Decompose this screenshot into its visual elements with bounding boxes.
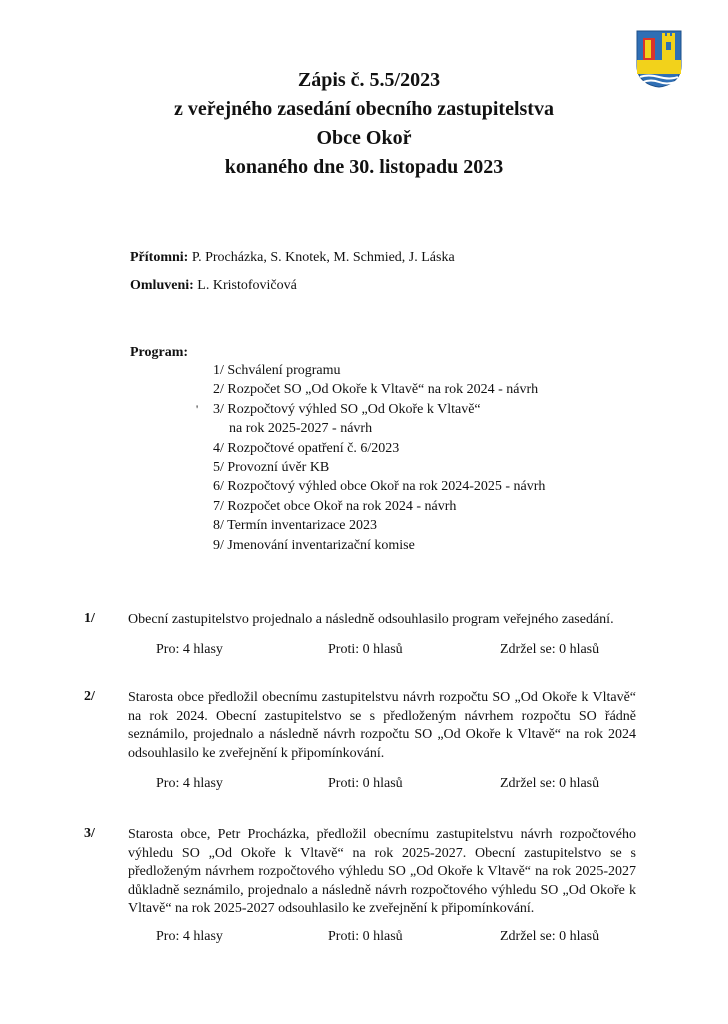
vote-pro: Pro: 4 hlasy: [156, 776, 223, 791]
program-item: 1/ Schválení programu: [213, 363, 341, 378]
program-item: 6/ Rozpočtový výhled obce Okoř na rok 2024-2025 - návrh: [213, 479, 546, 495]
program-item: 4/ Rozpočtové opatření č. 6/2023: [213, 440, 400, 456]
section-number: 1/: [84, 611, 95, 626]
title-line-4: konaného dne 30. listopadu 2023: [224, 156, 504, 178]
program-item: 2/ Rozpočet SO „Od Okoře k Vltavě“ na rok 2024 - návrh: [213, 382, 539, 398]
program-item: 3/ Rozpočtový výhled SO „Od Okoře k Vltavě“: [213, 401, 481, 417]
vote-pro: Pro: 4 hlasy: [156, 642, 223, 657]
program-item: 7/ Rozpočet obce Okoř na rok 2024 - návrh: [213, 498, 457, 514]
vote-pro: Pro: 4 hlasy: [156, 929, 223, 944]
vote-zdrzel: Zdržel se: 0 hlasů: [500, 929, 600, 944]
present-value: P. Procházka, S. Knotek, M. Schmied, J. Láska: [191, 250, 455, 265]
program-item: 9/ Jmenování inventarizační komise: [213, 537, 415, 553]
section-text: Starosta obce, Petr Procházka, předložil obecnímu zastupitelstvu návrh rozpočtového výhledu SO „Od Okoře k Vltavě“ na rok 2025-2027. Obecní zastupitelstvo se s předloženým návrhem rozpočtového výhledu SO „Od Okoře k Vltavě“ na rok 2025-2027 důkladně seznámilo, projednalo a následně návrh rozpočtového výhledu SO „Od Okoře k Vltavě“ na rok 2025-2027 odsouhlasilo ke zveřejnění k připomínkování.: [128, 827, 636, 917]
section-number: 2/: [84, 689, 95, 704]
vote-zdrzel: Zdržel se: 0 hlasů: [500, 776, 600, 791]
section-number: 3/: [84, 826, 95, 841]
vote-proti: Proti: 0 hlasů: [328, 776, 403, 791]
attendance-excused: [130, 278, 297, 294]
stray-mark: ': [196, 402, 199, 416]
title-line-2: z veřejného zasedání obecního zastupitelstva: [174, 98, 554, 120]
attendance-present: [130, 250, 455, 266]
program-item: 8/ Termín inventarizace 2023: [213, 518, 377, 534]
program-list: [213, 361, 545, 555]
vote-proti: Proti: 0 hlasů: [328, 929, 403, 944]
section-text: Obecní zastupitelstvo projednalo a následně odsouhlasilo program veřejného zasedání.: [128, 612, 614, 627]
title-line-3: Obce Okoř: [316, 127, 412, 149]
excused-label: Omluveni:: [130, 278, 194, 293]
present-label: Přítomni:: [130, 250, 189, 265]
document-title: [0, 66, 728, 182]
section-text: Starosta obce předložil obecnímu zastupitelstvu návrh rozpočtu SO „Od Okoře k Vltavě“ na rok 2024. Obecní zastupitelstvo se s předloženým návrhem rozpočtu SO řádně seznámilo, projednalo a následně návrh rozpočtu SO „Od Okoře k Vltavě“ na rok 2024 odsouhlasilo ke zveřejnění k připomínkování.: [128, 690, 636, 761]
program-item-continuation: na rok 2025-2027 - návrh: [229, 421, 373, 437]
excused-value: L. Kristofovičová: [197, 278, 297, 293]
program-item: 5/ Provozní úvěr KB: [213, 460, 330, 476]
program-label: Program:: [130, 345, 189, 360]
title-line-1: Zápis č. 5.5/2023: [297, 69, 441, 91]
vote-proti: Proti: 0 hlasů: [328, 642, 403, 657]
vote-zdrzel: Zdržel se: 0 hlasů: [500, 642, 600, 657]
